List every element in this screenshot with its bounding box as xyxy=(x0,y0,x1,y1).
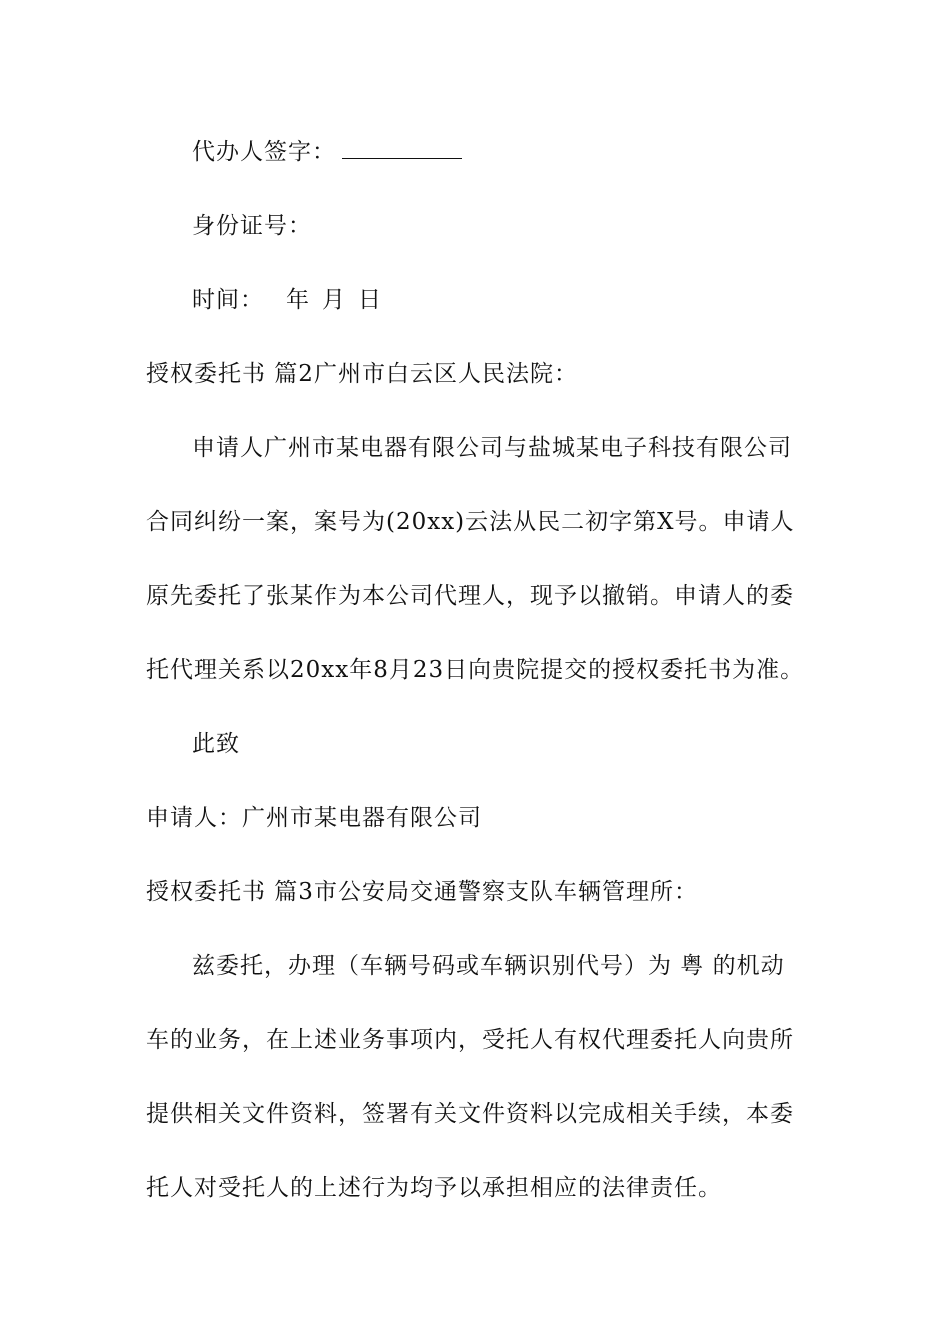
section2-closing: 此致 xyxy=(192,731,240,757)
section3-paragraph-line: 兹委托，办理（车辆号码或车辆识别代号）为 粤 的机动 xyxy=(192,953,785,979)
month-label: 月 xyxy=(322,287,346,313)
section2-heading: 授权委托书 篇2广州市白云区人民法院： xyxy=(146,361,578,387)
day-label: 日 xyxy=(358,287,382,313)
section3-paragraph-line: 车的业务，在上述业务事项内，受托人有权代理委托人向贵所 xyxy=(146,1027,794,1053)
agent-signature-line xyxy=(192,137,462,167)
signature-blank-underline xyxy=(342,140,462,159)
year-label: 年 xyxy=(286,287,310,313)
time-label: 时间： xyxy=(192,287,264,313)
section3-paragraph-line: 提供相关文件资料，签署有关文件资料以完成相关手续，本委 xyxy=(146,1101,794,1127)
id-number-line xyxy=(192,211,312,241)
section2-applicant: 申请人：广州市某电器有限公司 xyxy=(146,805,482,831)
section2-paragraph-line: 合同纠纷一案，案号为(20xx)云法从民二初字第X号。申请人 xyxy=(146,509,795,535)
section2-paragraph-line: 托代理关系以20xx年8月23日向贵院提交的授权委托书为准。 xyxy=(146,657,805,683)
agent-signature-label: 代办人签字： xyxy=(192,139,336,165)
section2-paragraph-line: 申请人广州市某电器有限公司与盐城某电子科技有限公司 xyxy=(192,435,792,461)
section2-paragraph-line: 原先委托了张某作为本公司代理人，现予以撤销。申请人的委 xyxy=(146,583,794,609)
time-line xyxy=(192,285,382,315)
section3-heading: 授权委托书 篇3市公安局交通警察支队车辆管理所： xyxy=(146,879,698,905)
section3-paragraph-line: 托人对受托人的上述行为均予以承担相应的法律责任。 xyxy=(146,1175,722,1201)
id-number-label: 身份证号： xyxy=(192,213,312,239)
